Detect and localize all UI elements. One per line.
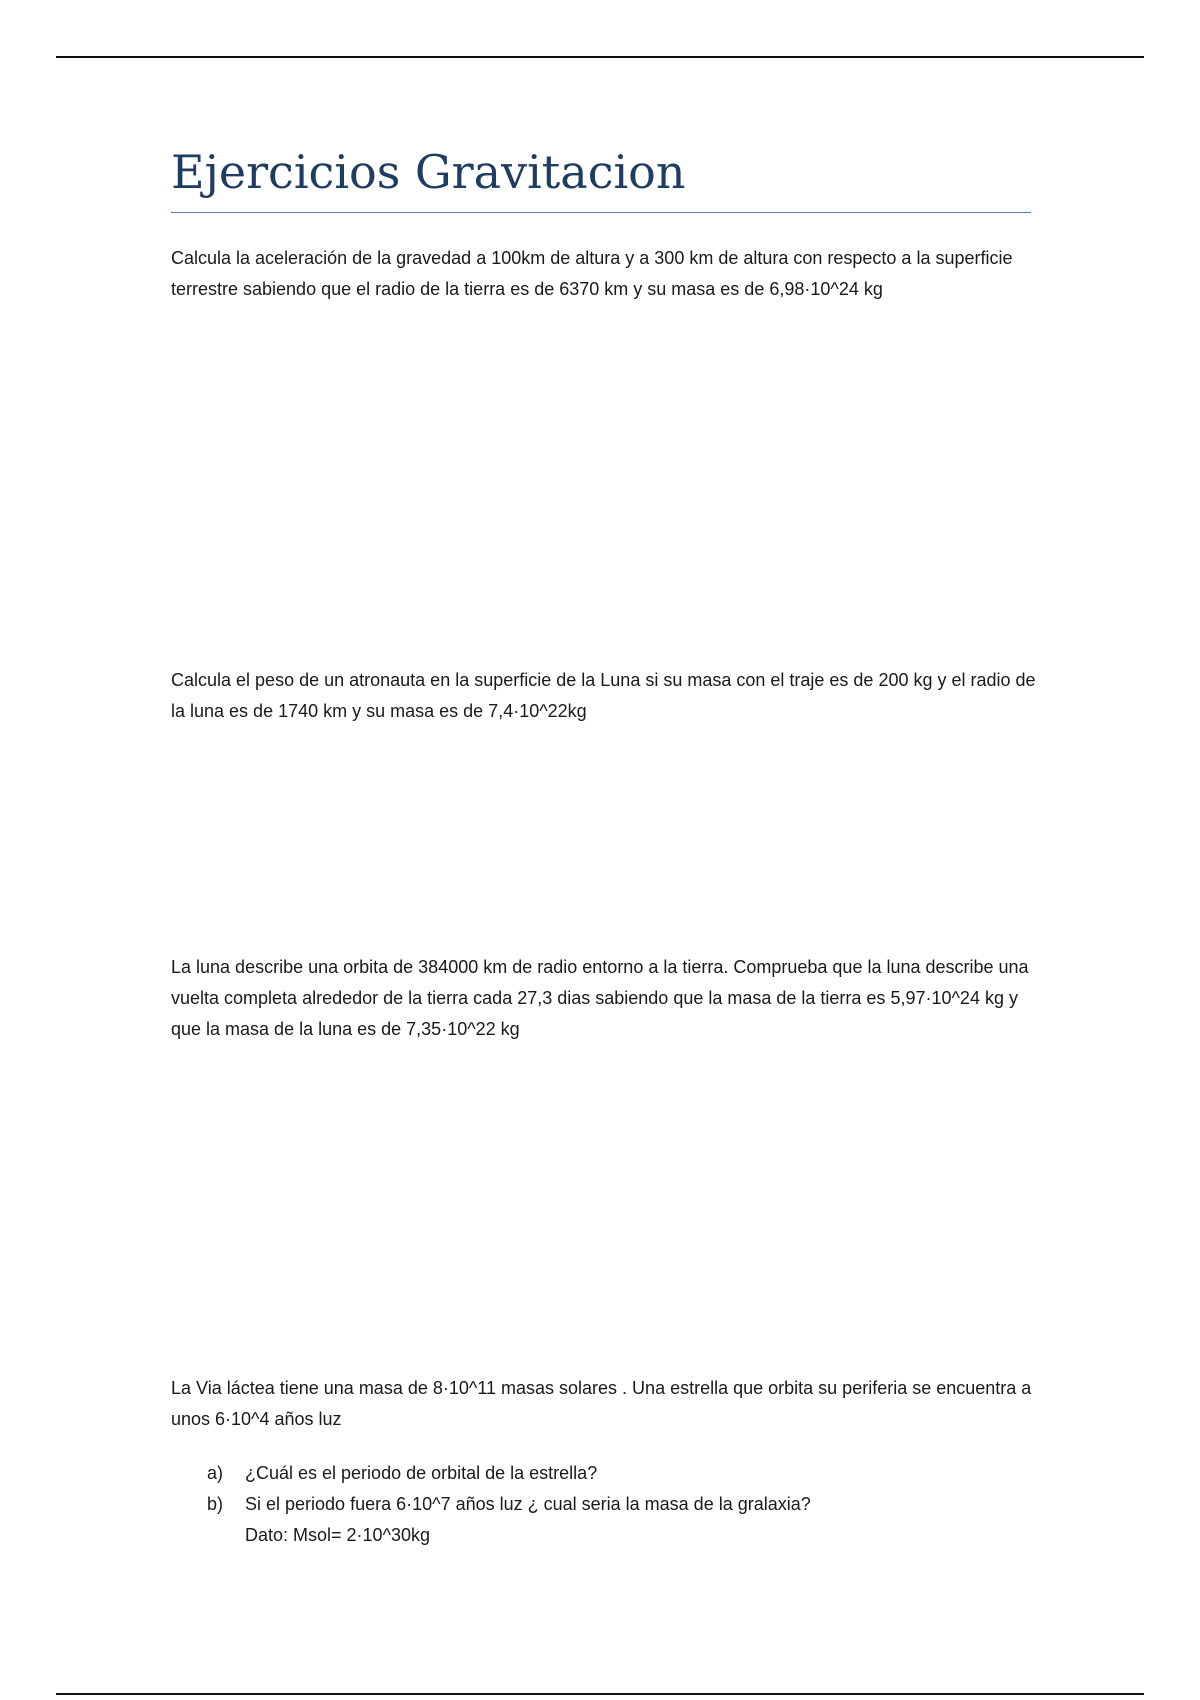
page-top-rule — [56, 56, 1144, 58]
subquestion-b-marker: b) — [207, 1494, 224, 1514]
exercise-4-subquestions — [171, 1458, 1041, 1551]
subquestion-a — [171, 1458, 1041, 1489]
exercise-4-text: La Via láctea tiene una masa de 8·10^11 masas solares . Una estrella que orbita su periferia se encuentra a unos 6·10^4 años luz — [171, 1378, 1032, 1429]
document-title: Ejercicios Gravitacion — [171, 145, 686, 199]
exercise-1-text: Calcula la aceleración de la gravedad a 100km de altura y a 300 km de altura con respecto a la superficie terrestre sabiendo que el radio de la tierra es de 6370 km y su masa es de 6,98·10^24 kg — [171, 248, 1013, 299]
exercise-2-text: Calcula el peso de un atronauta en la superficie de la Luna si su masa con el traje es de 200 kg y el radio de la luna es de 1740 km y su masa es de 7,4·10^22kg — [171, 670, 1036, 721]
title-underline — [171, 212, 1031, 213]
subquestion-a-marker: a) — [207, 1463, 224, 1483]
page-bottom-rule — [56, 1693, 1144, 1695]
exercise-3-text: La luna describe una orbita de 384000 km de radio entorno a la tierra. Comprueba que la luna describe una vuelta completa alrededor de la tierra cada 27,3 dias sabiendo que la masa de la tierra es 5,97·10^24 kg y que la masa de la luna es de 7,35·10^22 kg — [171, 957, 1029, 1039]
subquestion-a-text: ¿Cuál es el periodo de orbital de la estrella? — [245, 1463, 598, 1483]
data-note: Dato: Msol= 2·10^30kg — [245, 1525, 431, 1545]
subquestion-b — [171, 1489, 1041, 1520]
subquestion-b-text: Si el periodo fuera 6·10^7 años luz ¿ cual seria la masa de la gralaxia? — [245, 1494, 811, 1514]
